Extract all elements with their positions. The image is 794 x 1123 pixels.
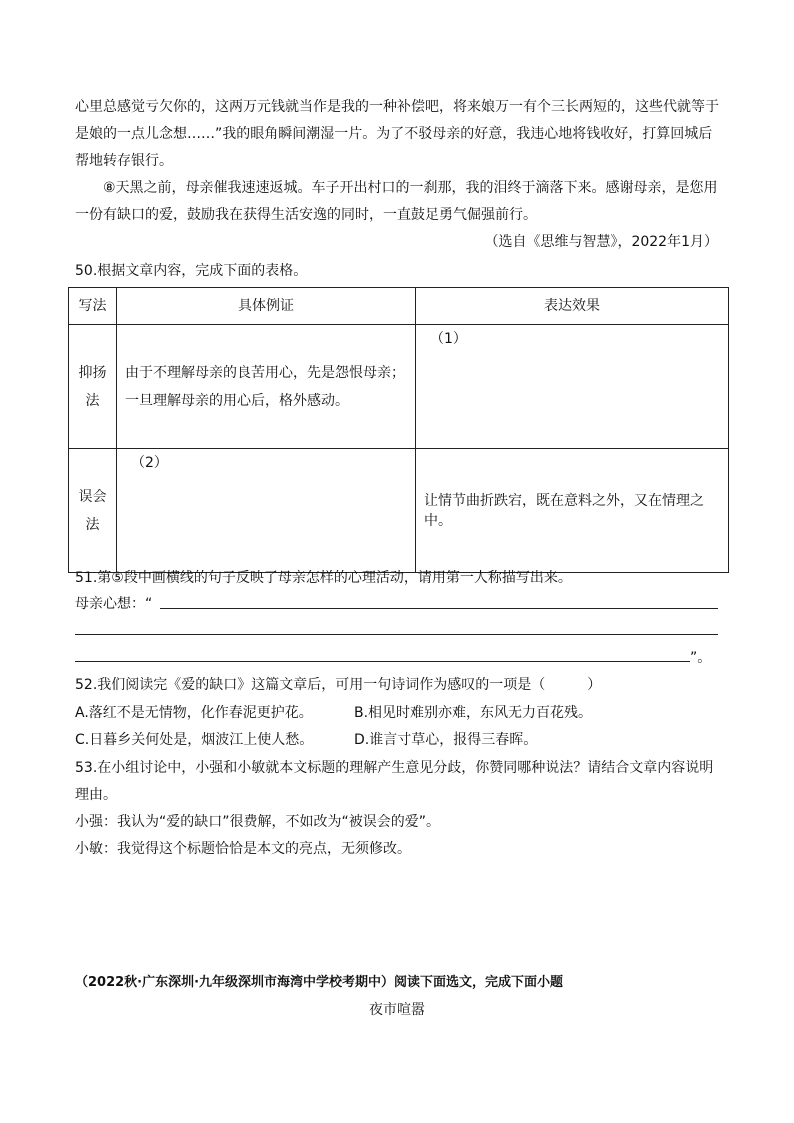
answer-line[interactable] <box>75 661 690 662</box>
option-a[interactable]: A.落红不是无情物，化作春泥更护花。 <box>75 705 313 721</box>
table-header-row <box>69 288 729 325</box>
option-b[interactable]: B.相见时难别亦难，东风无力百花残。 <box>354 705 593 721</box>
effect-cell <box>416 449 729 573</box>
passage-paragraph-8: ⑧天黑之前，母亲催我速速返城。车子开出村口的一刹那，我的泪终于滴落下来。感谢母亲，是您用 <box>103 180 718 196</box>
xiaoqiang-view: 小强：我认为“爱的缺口”很费解，不如改为“被误会的爱”。 <box>75 814 441 830</box>
question-51-prompt: 51.第⑤段中画横线的句子反映了母亲怎样的心理活动，请用第一人称描写出来。 <box>75 570 572 586</box>
answer-line[interactable] <box>160 608 718 609</box>
question-53-prompt: 理由。 <box>75 787 117 803</box>
passage-line: 是娘的一点儿念想……”我的眼角瞬间潮湿一片。为了不驳母亲的好意，我违心地将钱收好，打算回城后 <box>75 126 713 142</box>
method-label: 法 <box>85 392 100 409</box>
header-method: 写法 <box>69 288 117 325</box>
question-53-prompt: 53.在小组讨论中，小强和小敏就本文标题的理解产生意见分歧，你赞同哪种说法？请结合文章内容说明 <box>75 760 714 776</box>
blank-2-label: （2） <box>131 455 168 471</box>
effect-text: 让情节曲折跌宕，既在意料之外，又在情理之中。 <box>424 492 704 529</box>
xiaomin-view: 小敏：我觉得这个标题恰恰是本文的亮点，无须修改。 <box>75 841 411 857</box>
answer-table <box>68 287 729 573</box>
example-text: 一旦理解母亲的用心后，格外感动。 <box>125 392 349 409</box>
table-row <box>69 325 729 449</box>
passage-line: 帮地转存银行。 <box>75 153 173 169</box>
method-label: 误会 <box>78 488 107 505</box>
answer-closing: ”。 <box>690 650 712 666</box>
method-cell <box>69 325 117 449</box>
answer-label: 母亲心想：“ <box>75 596 153 612</box>
header-example: 具体例证 <box>117 288 416 325</box>
answer-line[interactable] <box>75 634 718 635</box>
section-header: （2022秋·广东深圳·九年级深圳市海湾中学校考期中）阅读下面选文，完成下面小题 <box>75 975 564 990</box>
passage-title: 夜市喧嚣 <box>369 1002 425 1018</box>
blank-2-cell[interactable] <box>117 449 416 573</box>
method-label: 法 <box>85 516 100 533</box>
example-text: 由于不理解母亲的良苦用心，先是怨恨母亲； <box>125 364 405 381</box>
passage-line: 一份有缺口的爱，鼓励我在获得生活安逸的同时，一直鼓足勇气倔强前行。 <box>75 207 537 223</box>
question-52-prompt: 52.我们阅读完《爱的缺口》这篇文章后，可用一句诗词作为感叹的一项是（ ） <box>75 677 602 693</box>
question-50-prompt: 50.根据文章内容，完成下面的表格。 <box>75 263 308 279</box>
method-cell <box>69 449 117 573</box>
blank-1-label: （1） <box>430 331 467 347</box>
method-label: 抑扬 <box>78 364 107 381</box>
passage-line: 心里总感觉亏欠你的，这两万元钱就当作是我的一种补偿吧，将来娘万一有个三长两短的，这些代就等于 <box>75 99 719 115</box>
option-c[interactable]: C.日暮乡关何处是，烟波江上使人愁。 <box>75 732 314 748</box>
blank-1-cell[interactable] <box>416 325 729 449</box>
passage-source: （选自《思维与智慧》，2022年1月） <box>484 234 718 250</box>
example-cell <box>117 325 416 449</box>
table-row <box>69 449 729 573</box>
header-effect: 表达效果 <box>416 288 729 325</box>
option-d[interactable]: D.谁言寸草心，报得三春晖。 <box>354 732 538 748</box>
